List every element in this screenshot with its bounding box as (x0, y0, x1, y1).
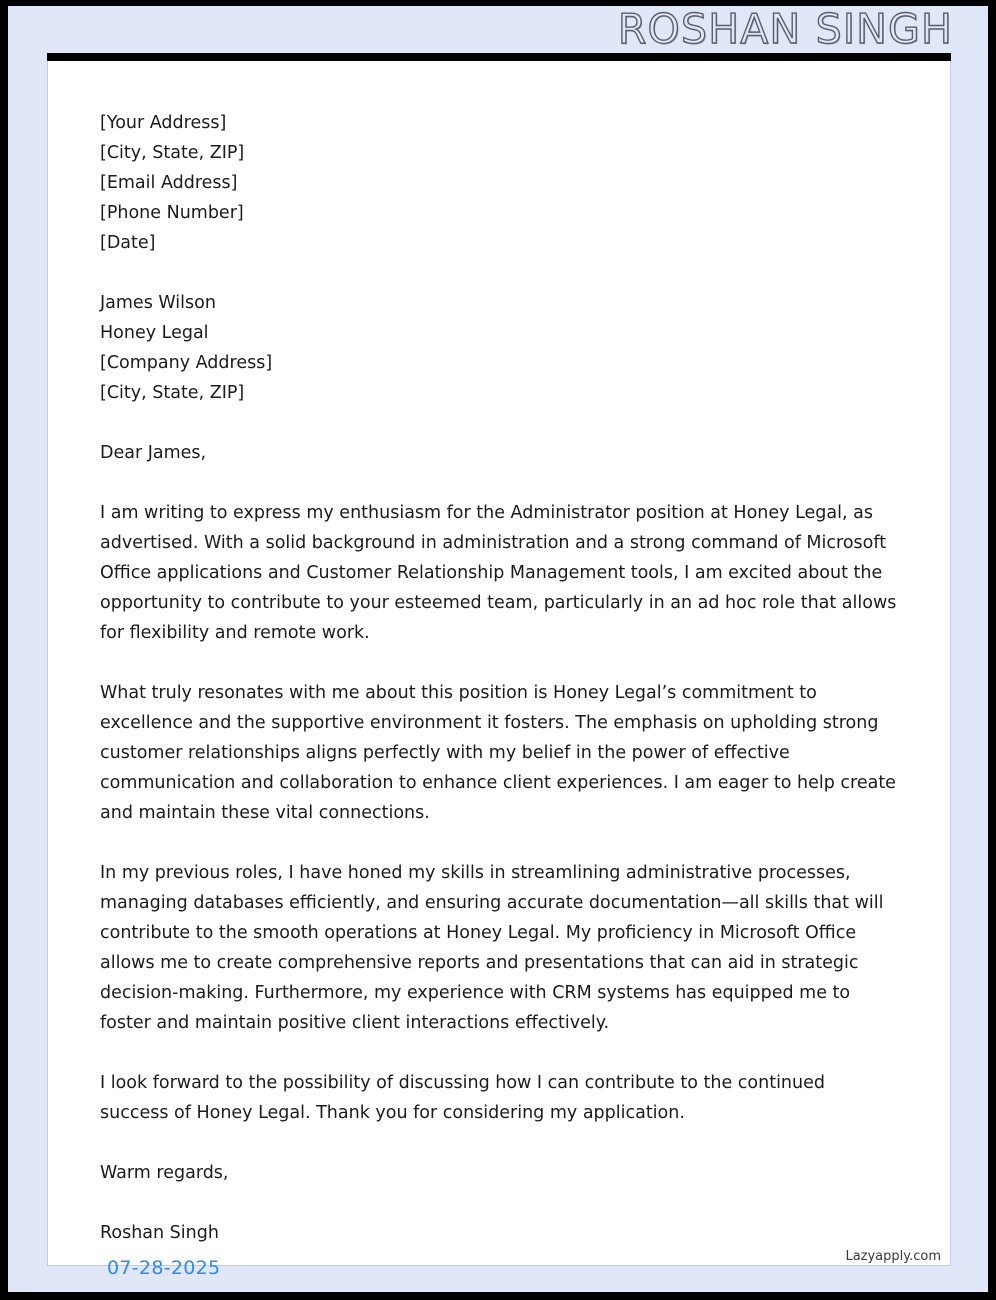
recipient-address-line: [City, State, ZIP] (100, 383, 245, 403)
signature-name: Roshan Singh (100, 1223, 219, 1243)
salutation-line: Dear James, (100, 443, 207, 463)
sender-address-line: [Your Address] (100, 113, 227, 133)
closing-line: Warm regards, (100, 1163, 229, 1183)
letter-content (100, 108, 898, 1248)
recipient-name-line: James Wilson (100, 293, 216, 313)
footer-date: 07-28-2025 (107, 1257, 221, 1279)
body-paragraph: What truly resonates with me about this position is Honey Legal’s commitment to excellence and the supportive environment it fosters. The emphasis on upholding strong customer relationships aligns perfectly with my belief in the power of effective communication and collaboration to enhance client experiences. I am eager to help create and maintain these vital connections. (100, 683, 896, 823)
header-divider-rule (47, 53, 951, 61)
spacer (100, 258, 898, 288)
footer-brand-watermark: Lazyapply.com (845, 1249, 941, 1264)
body-paragraph: I look forward to the possibility of discussing how I can contribute to the continued success of Honey Legal. Thank you for considering my application. (100, 1073, 825, 1123)
candidate-name-heading: ROSHAN SINGH (617, 6, 953, 53)
spacer (100, 1188, 898, 1218)
page-sheet (8, 6, 988, 1292)
body-paragraph: I am writing to express my enthusiasm for the Administrator position at Honey Legal, as advertised. With a solid background in administration and a strong command of Microsoft Office applications and Customer Relationship Management tools, I am excited about the opportunity to contribute to your esteemed team, particularly in an ad hoc role that allows for flexibility and remote work. (100, 503, 897, 643)
body-paragraph: In my previous roles, I have honed my skills in streamlining administrative processes, managing databases efficiently, and ensuring accurate documentation—all skills that will contribute to the smooth operations at Honey Legal. My proficiency in Microsoft Office allows me to create comprehensive reports and presentations that can aid in strategic decision-making. Furthermore, my experience with CRM systems has equipped me to foster and maintain positive client interactions effectively. (100, 863, 884, 1033)
letter-body-page (47, 61, 951, 1266)
sender-address-block (100, 108, 898, 258)
recipient-company-line: Honey Legal (100, 323, 209, 343)
sender-address-line: [Phone Number] (100, 203, 244, 223)
spacer (100, 408, 898, 438)
page-footer (47, 1246, 951, 1294)
sender-address-line: [City, State, ZIP] (100, 143, 245, 163)
sender-address-line: [Date] (100, 233, 156, 253)
recipient-address-block (100, 288, 898, 408)
recipient-address-line: [Company Address] (100, 353, 273, 373)
sender-address-line: [Email Address] (100, 173, 238, 193)
letterhead-header (8, 6, 988, 55)
